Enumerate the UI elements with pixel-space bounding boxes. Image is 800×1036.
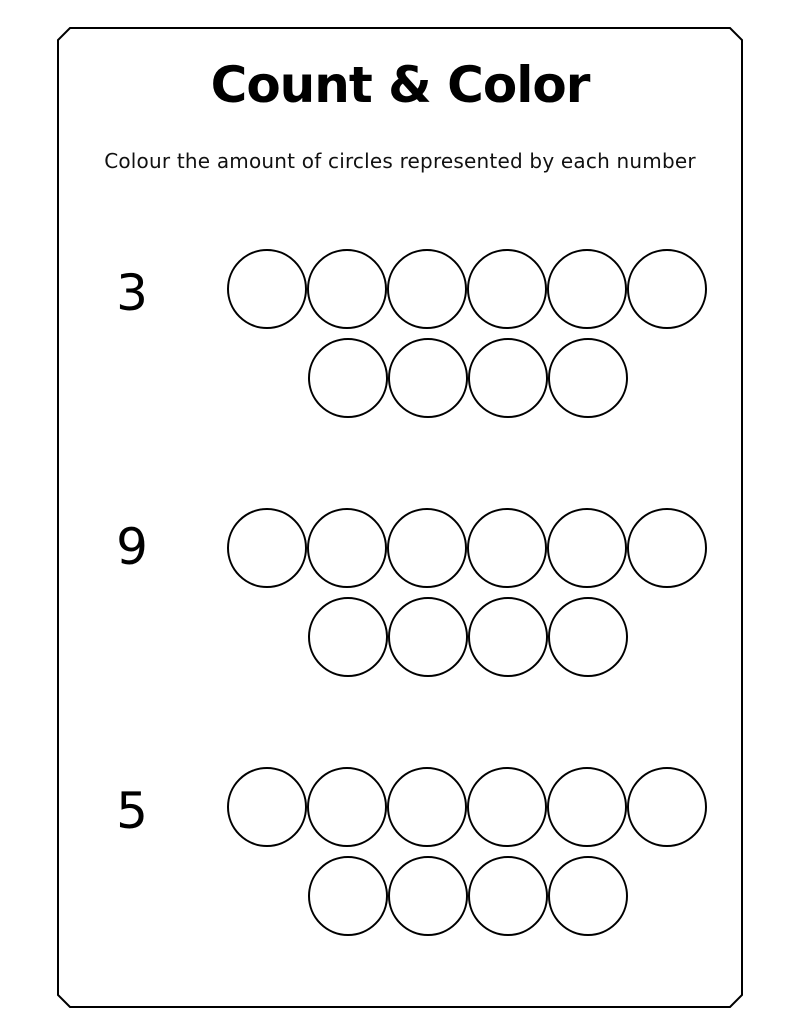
circle-group-2 xyxy=(228,509,706,676)
colorable-circle[interactable] xyxy=(388,509,466,587)
colorable-circle[interactable] xyxy=(628,509,706,587)
colorable-circle[interactable] xyxy=(548,250,626,328)
colorable-circle[interactable] xyxy=(309,857,387,935)
colorable-circle[interactable] xyxy=(308,509,386,587)
colorable-circle[interactable] xyxy=(469,598,547,676)
colorable-circle[interactable] xyxy=(549,339,627,417)
colorable-circle[interactable] xyxy=(549,598,627,676)
colorable-circle[interactable] xyxy=(628,768,706,846)
colorable-circle[interactable] xyxy=(228,768,306,846)
colorable-circle[interactable] xyxy=(389,339,467,417)
colorable-circle[interactable] xyxy=(549,857,627,935)
colorable-circle[interactable] xyxy=(388,250,466,328)
circle-group-3 xyxy=(228,768,706,935)
colorable-circle[interactable] xyxy=(628,250,706,328)
row-number-2: 9 xyxy=(116,518,148,576)
colorable-circle[interactable] xyxy=(309,598,387,676)
row-number-3: 5 xyxy=(116,782,148,840)
colorable-circle[interactable] xyxy=(468,250,546,328)
colorable-circle[interactable] xyxy=(389,857,467,935)
row-number-1: 3 xyxy=(116,264,148,322)
colorable-circle[interactable] xyxy=(469,857,547,935)
colorable-circle[interactable] xyxy=(309,339,387,417)
colorable-circle[interactable] xyxy=(548,509,626,587)
worksheet-title: Count & Color xyxy=(210,56,590,114)
colorable-circle[interactable] xyxy=(308,768,386,846)
colorable-circle[interactable] xyxy=(548,768,626,846)
colorable-circle[interactable] xyxy=(228,509,306,587)
circle-group-1 xyxy=(228,250,706,417)
colorable-circle[interactable] xyxy=(469,339,547,417)
colorable-circle[interactable] xyxy=(468,768,546,846)
colorable-circle[interactable] xyxy=(228,250,306,328)
colorable-circle[interactable] xyxy=(389,598,467,676)
worksheet-instruction: Colour the amount of circles represented by each number xyxy=(104,149,696,173)
colorable-circle[interactable] xyxy=(308,250,386,328)
colorable-circle[interactable] xyxy=(388,768,466,846)
colorable-circle[interactable] xyxy=(468,509,546,587)
